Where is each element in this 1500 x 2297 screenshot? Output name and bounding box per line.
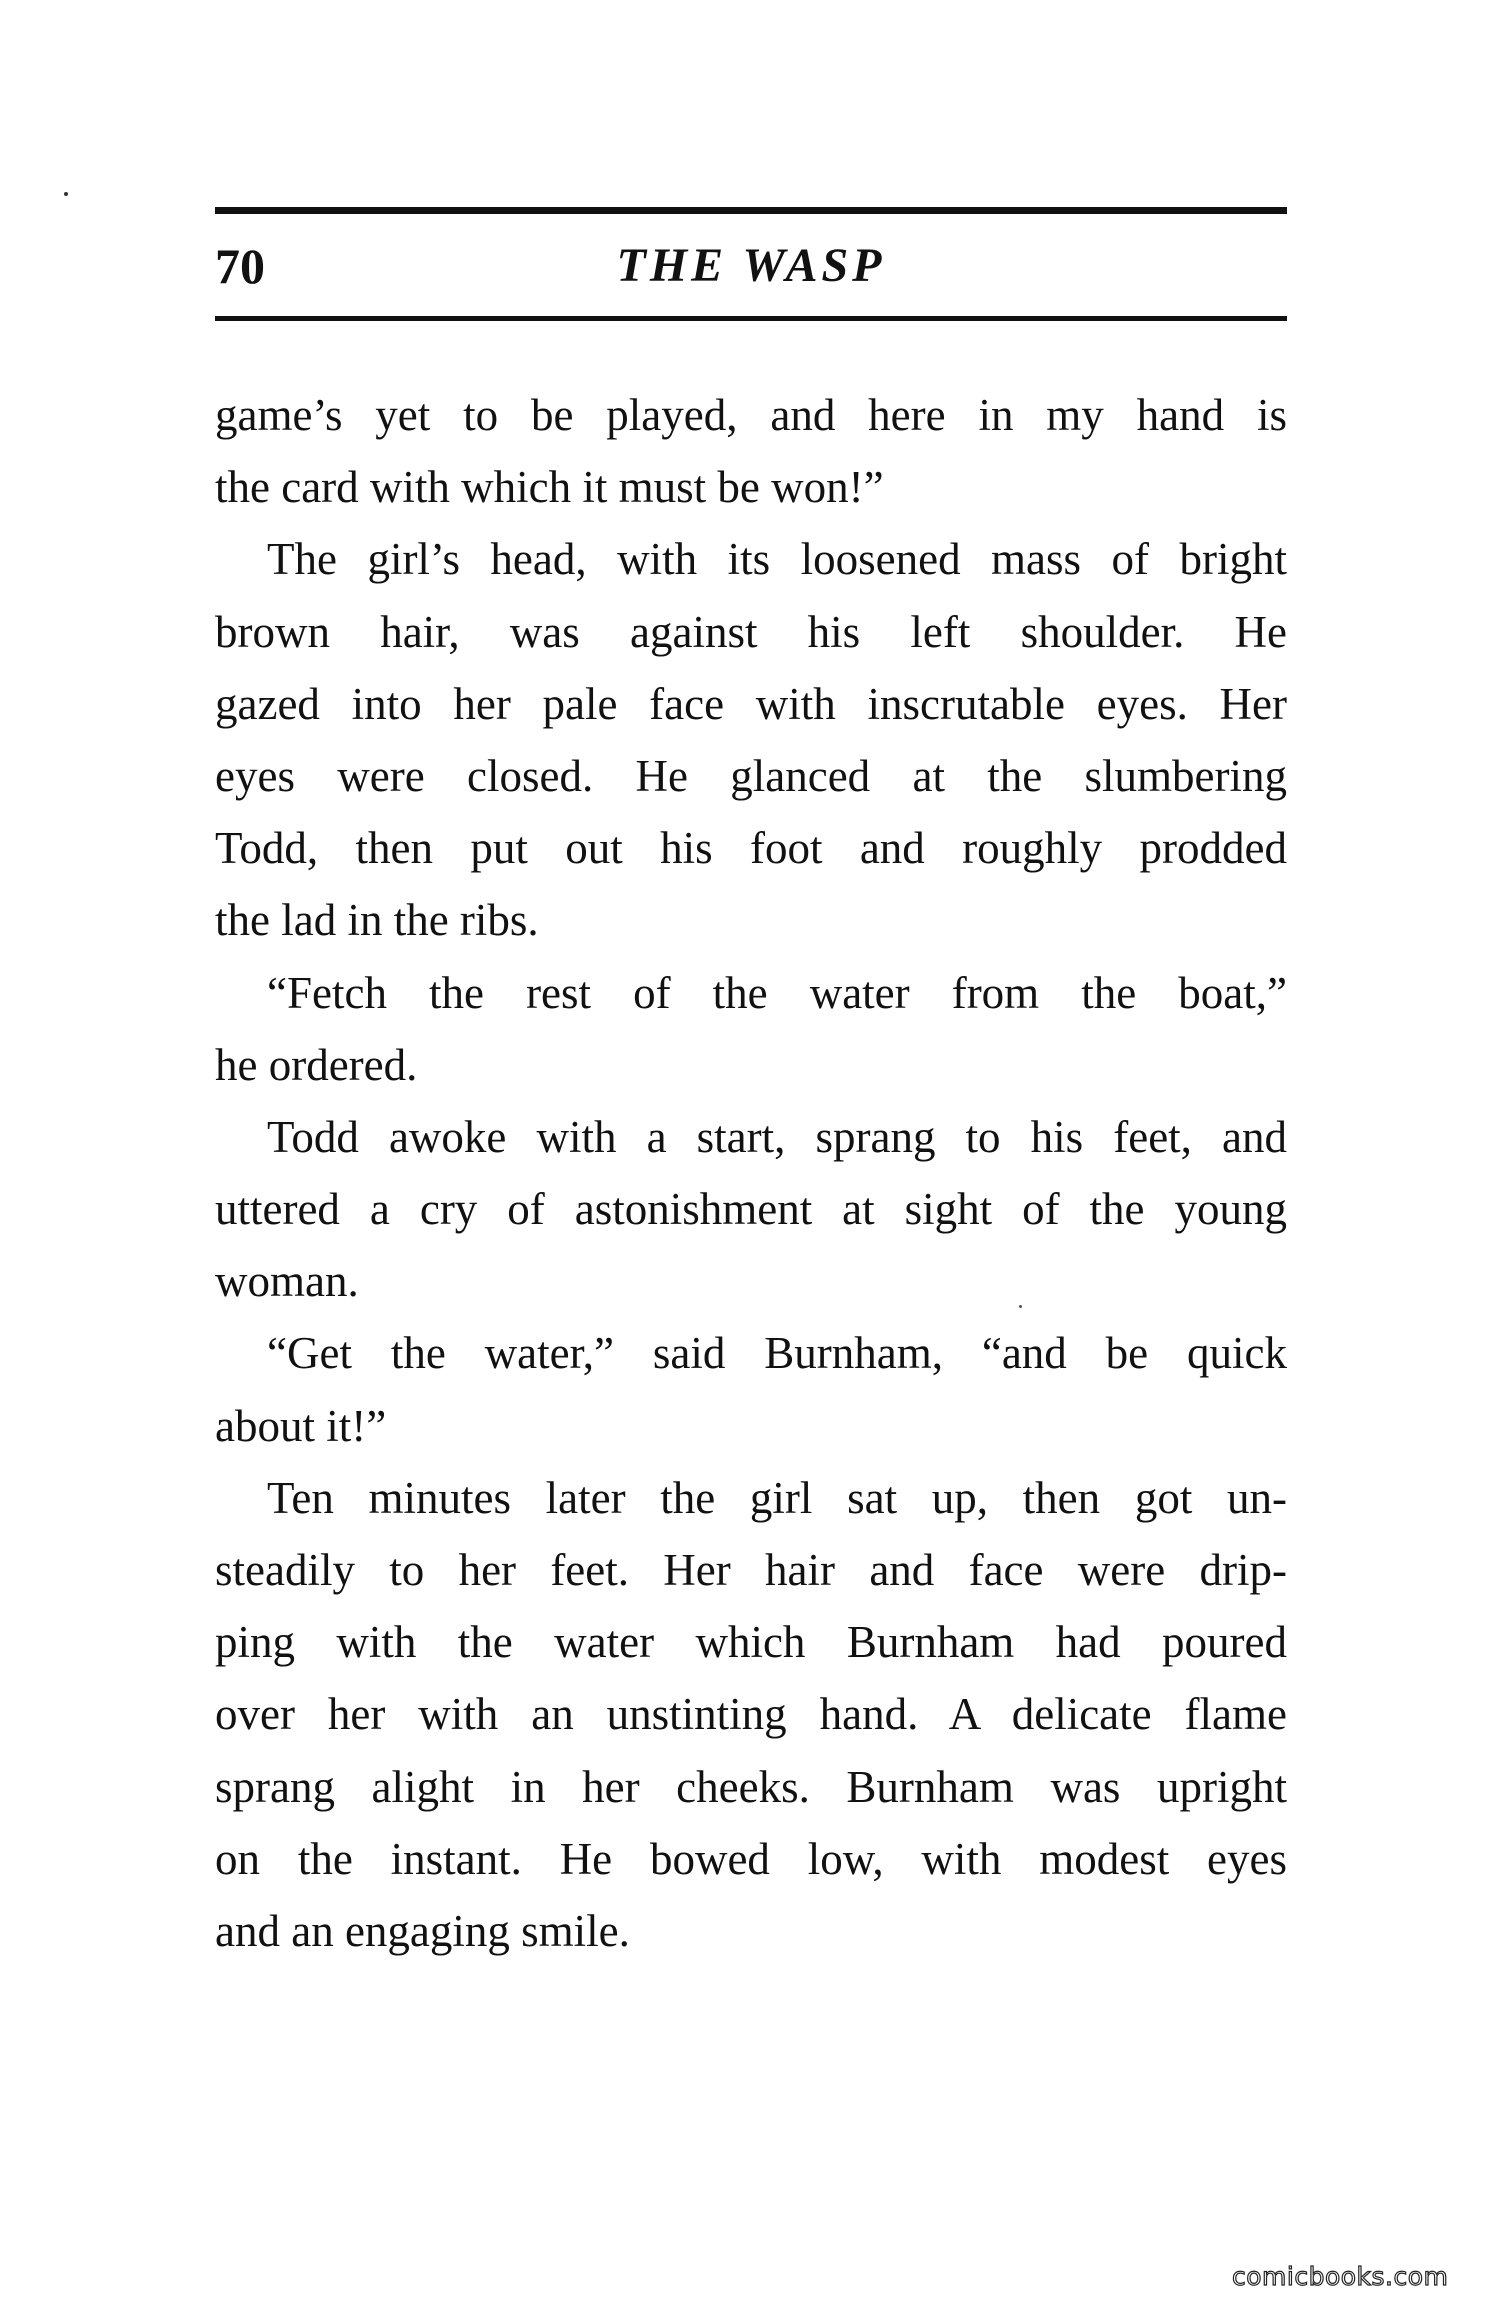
text-line: “Get the water,” said Burnham, “and be quick (267, 1328, 1287, 1379)
running-head (215, 230, 1287, 302)
text-line: The girl’s head, with its loosened mass of bright (267, 534, 1287, 585)
text-line: gazed into her pale face with inscrutable eyes. Her (215, 678, 1287, 729)
book-title: THE WASP (616, 239, 886, 292)
text-line: on the instant. He bowed low, with modest eyes (215, 1833, 1287, 1884)
text-line: over her with an unstinting hand. A delicate flame (215, 1689, 1287, 1740)
text-line: about it!” (215, 1400, 387, 1451)
print-speck (64, 192, 68, 196)
page-number: 70 (215, 238, 265, 294)
text-line: Ten minutes later the girl sat up, then got un- (267, 1472, 1287, 1523)
text-line: steadily to her feet. Her hair and face were drip- (215, 1545, 1287, 1595)
body-text (215, 379, 1287, 1967)
text-line: Todd, then put out his foot and roughly prodded (215, 823, 1287, 874)
text-line: uttered a cry of astonishment at sight of the young (215, 1184, 1287, 1235)
text-line: Todd awoke with a start, sprang to his feet, and (267, 1111, 1287, 1162)
text-line: eyes were closed. He glanced at the slumbering (215, 750, 1287, 801)
text-line: the card with which it must be won!” (215, 462, 884, 513)
text-line: ping with the water which Burnham had poured (215, 1617, 1287, 1668)
header-rule-top (215, 207, 1287, 214)
text-line: the lad in the ribs. (215, 895, 539, 946)
text-line: “Fetch the rest of the water from the boat,” (267, 967, 1287, 1018)
header-rule-bottom (215, 316, 1287, 321)
text-line: woman. (215, 1256, 359, 1307)
text-line: and an engaging smile. (215, 1905, 630, 1956)
text-line: brown hair, was against his left shoulder. He (215, 606, 1287, 657)
watermark: comicbooks.com (1232, 2262, 1449, 2291)
text-line: game’s yet to be played, and here in my hand is (215, 390, 1287, 440)
text-line: he ordered. (215, 1039, 418, 1090)
text-line: sprang alight in her cheeks. Burnham was upright (215, 1761, 1287, 1812)
